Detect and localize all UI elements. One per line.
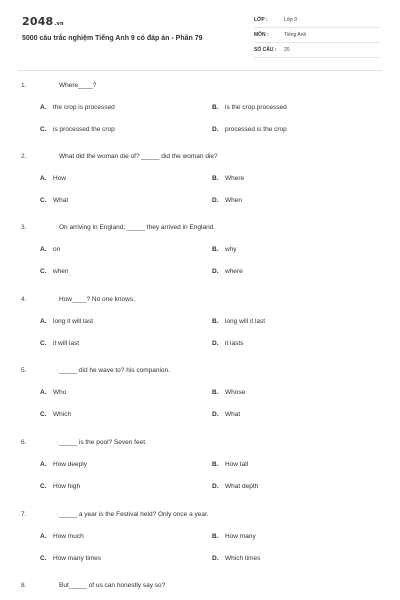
option-text: Who [53,389,67,396]
option-b[interactable] [212,104,287,111]
option-d[interactable] [212,483,258,490]
option-c[interactable] [40,197,68,204]
option-letter: B. [212,461,219,468]
meta-label: SỐ CÂU : [254,47,277,53]
option-letter: C. [40,555,47,562]
option-letter: B. [212,389,219,396]
question-number: 1. [21,82,27,89]
option-text: How [53,175,67,182]
option-c[interactable] [40,126,115,133]
meta-row-subject [254,29,380,43]
question-text: Where____? [59,82,97,89]
question-7 [0,511,400,581]
question-text: _____ did he wave to? his companion. [59,367,170,374]
option-text: on [53,246,61,253]
option-letter: D. [212,555,219,562]
option-text: the crop is processed [53,104,115,111]
meta-value: Tiếng Anh [284,32,307,38]
question-number: 5. [21,367,27,374]
option-text: Where [225,175,245,182]
meta-value: Lớp 9 [284,17,298,23]
document-header [0,0,400,60]
question-text: On arriving in England; _____ they arrived in England. [59,224,216,231]
option-letter: C. [40,268,47,275]
option-text: long it will last [53,318,94,325]
option-text: why [225,246,237,253]
option-letter: A. [40,318,47,325]
question-number: 7. [21,511,27,518]
option-letter: C. [40,483,47,490]
option-text: it will last [53,340,80,347]
option-text: How tall [225,461,249,468]
question-text: How____? No one knows. [59,296,135,303]
question-1 [0,82,400,152]
question-text: But_____ of us can honestly say so? [59,582,166,589]
meta-label: LỚP : [254,17,268,23]
option-text: long will it last [225,318,266,325]
option-b[interactable] [212,533,256,540]
question-text: _____ is the pool? Seven feet. [59,439,147,446]
option-letter: C. [40,197,47,204]
option-letter: C. [40,126,47,133]
option-letter: B. [212,104,219,111]
option-c[interactable] [40,411,71,418]
option-letter: C. [40,340,47,347]
question-text: What did the woman die of? _____ did the woman die? [59,153,218,160]
option-d[interactable] [212,555,260,562]
option-letter: D. [212,411,219,418]
question-5 [0,367,400,437]
option-text: processed is the crop [225,126,287,133]
option-text: How many [225,533,256,540]
question-4 [0,296,400,366]
question-3 [0,224,400,294]
option-a[interactable] [40,175,66,182]
option-d[interactable] [212,268,243,275]
question-number: 4. [21,296,27,303]
option-d[interactable] [212,340,243,347]
option-text: Which times [225,555,261,562]
option-letter: A. [40,246,47,253]
meta-row-count [254,44,380,58]
option-d[interactable] [212,411,240,418]
site-logo[interactable] [22,15,64,28]
option-c[interactable] [40,555,101,562]
option-a[interactable] [40,246,60,253]
option-b[interactable] [212,175,244,182]
option-letter: A. [40,104,47,111]
question-number: 3. [21,224,27,231]
option-c[interactable] [40,268,69,275]
option-text: When [225,197,242,204]
question-number: 2. [21,153,27,160]
header-divider [18,70,382,71]
option-text: when [53,268,69,275]
option-a[interactable] [40,389,66,396]
option-letter: A. [40,175,47,182]
question-number: 8. [21,582,27,589]
option-letter: D. [212,340,219,347]
question-6 [0,439,400,509]
option-letter: D. [212,197,219,204]
question-text: _____ a year is the Festival held? Only once a year. [59,511,209,518]
option-letter: B. [212,533,219,540]
option-a[interactable] [40,104,115,111]
option-text: Which [53,411,72,418]
option-b[interactable] [212,461,248,468]
option-letter: D. [212,126,219,133]
option-text: What depth [225,483,259,490]
option-d[interactable] [212,126,287,133]
option-b[interactable] [212,318,265,325]
option-text: How high [53,483,81,490]
option-text: What [53,197,69,204]
option-text: How deeply [53,461,87,468]
option-text: How many times [53,555,102,562]
question-2 [0,153,400,223]
option-b[interactable] [212,389,245,396]
meta-row-grade [254,14,380,28]
option-c[interactable] [40,483,80,490]
meta-label: MÔN : [254,32,269,38]
question-number: 6. [21,439,27,446]
question-8 [0,582,400,598]
document-title: 5000 câu trắc nghiệm Tiếng Anh 9 có đáp án - Phần 79 [22,35,203,42]
option-letter: B. [212,246,219,253]
logo-main: 2048 [22,15,54,28]
option-text: What [225,411,241,418]
option-d[interactable] [212,197,242,204]
option-a[interactable] [40,461,87,468]
option-letter: C. [40,411,47,418]
option-letter: D. [212,483,219,490]
meta-info [254,14,380,59]
option-text: where [225,268,243,275]
option-text: is the crop processed [225,104,287,111]
option-a[interactable] [40,533,84,540]
option-letter: D. [212,268,219,275]
option-letter: A. [40,461,47,468]
option-text: is processed the crop [53,126,115,133]
option-letter: B. [212,175,219,182]
option-b[interactable] [212,246,237,253]
option-letter: A. [40,533,47,540]
logo-suffix: .vn [54,21,64,27]
option-text: How much [53,533,84,540]
option-text: Whose [225,389,246,396]
meta-value: 20 [284,47,290,53]
option-letter: B. [212,318,219,325]
option-text: it lasts [225,340,244,347]
option-a[interactable] [40,318,93,325]
option-letter: A. [40,389,47,396]
option-c[interactable] [40,340,79,347]
